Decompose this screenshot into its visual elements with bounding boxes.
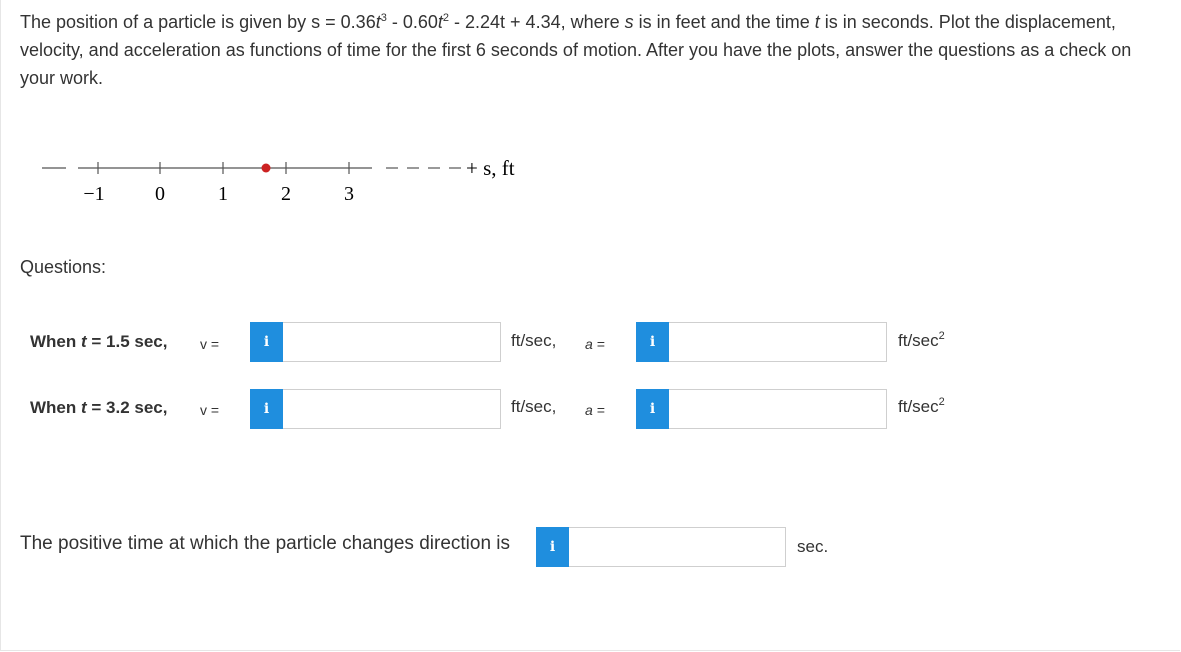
question-prefix: When [30, 332, 81, 351]
direction-time-input[interactable] [569, 527, 786, 567]
velocity-unit: ft/sec, [511, 397, 557, 416]
axis-label: + s, ft [466, 156, 515, 180]
tick-label: 2 [281, 183, 291, 205]
acceleration-unit-base: ft/sec [898, 397, 939, 416]
problem-var-t: t [375, 12, 381, 32]
tick-label: −1 [83, 183, 105, 205]
acceleration-label: a = [585, 402, 605, 418]
questions-heading: Questions: [20, 257, 107, 277]
info-icon[interactable]: i [636, 322, 669, 362]
velocity-input[interactable] [283, 389, 501, 429]
problem-statement [20, 8, 1160, 92]
info-icon[interactable]: i [636, 389, 669, 429]
problem-text-5: is in seconds. Plot the displacement, velocity, and acceleration as functions of time for the first 6 seconds of motion. After you have the plots, answer the questions as a check on your work. [20, 12, 1132, 88]
info-icon[interactable]: i [536, 527, 569, 567]
info-icon[interactable]: i [250, 389, 283, 429]
number-line-diagram [34, 148, 534, 212]
direction-question-text: The positive time at which the particle changes direction is [20, 533, 511, 554]
acceleration-unit [898, 397, 945, 417]
acceleration-unit-exponent: 2 [938, 330, 945, 342]
problem-text-4: is in feet and the time [633, 12, 815, 32]
question-condition [30, 332, 168, 352]
problem-text-2: - 0.60 [386, 12, 438, 32]
particle-dot [262, 164, 271, 173]
acceleration-input[interactable] [669, 322, 887, 362]
tick-label: 1 [218, 183, 228, 205]
acceleration-input[interactable] [669, 389, 887, 429]
problem-exponent: 3 [380, 12, 387, 24]
problem-text-1: The position of a particle is given by s = 0.36 [20, 12, 376, 32]
question-prefix: When [30, 398, 81, 417]
problem-exponent: 2 [442, 12, 450, 24]
problem-var-t: t [814, 12, 820, 32]
tick-label: 3 [344, 183, 354, 205]
velocity-label: v = [200, 402, 220, 418]
problem-text-3: - 2.24t + 4.34, where [449, 12, 625, 32]
question-condition [30, 398, 168, 418]
acceleration-label: a = [585, 336, 605, 352]
acceleration-unit-exponent: 2 [938, 396, 945, 408]
acceleration-unit-base: ft/sec [898, 331, 939, 350]
question-var-t: t [81, 398, 87, 417]
velocity-unit: ft/sec, [511, 331, 557, 350]
question-suffix: = 3.2 sec, [86, 398, 168, 417]
question-suffix: = 1.5 sec, [86, 332, 168, 351]
acceleration-unit [898, 331, 945, 351]
problem-var-s: s [624, 12, 634, 32]
question-var-t: t [81, 332, 87, 351]
velocity-input[interactable] [283, 322, 501, 362]
velocity-label: v = [200, 336, 220, 352]
tick-label: 0 [155, 183, 165, 205]
info-icon[interactable]: i [250, 322, 283, 362]
direction-time-unit: sec. [797, 537, 829, 556]
problem-var-t: t [437, 12, 443, 32]
